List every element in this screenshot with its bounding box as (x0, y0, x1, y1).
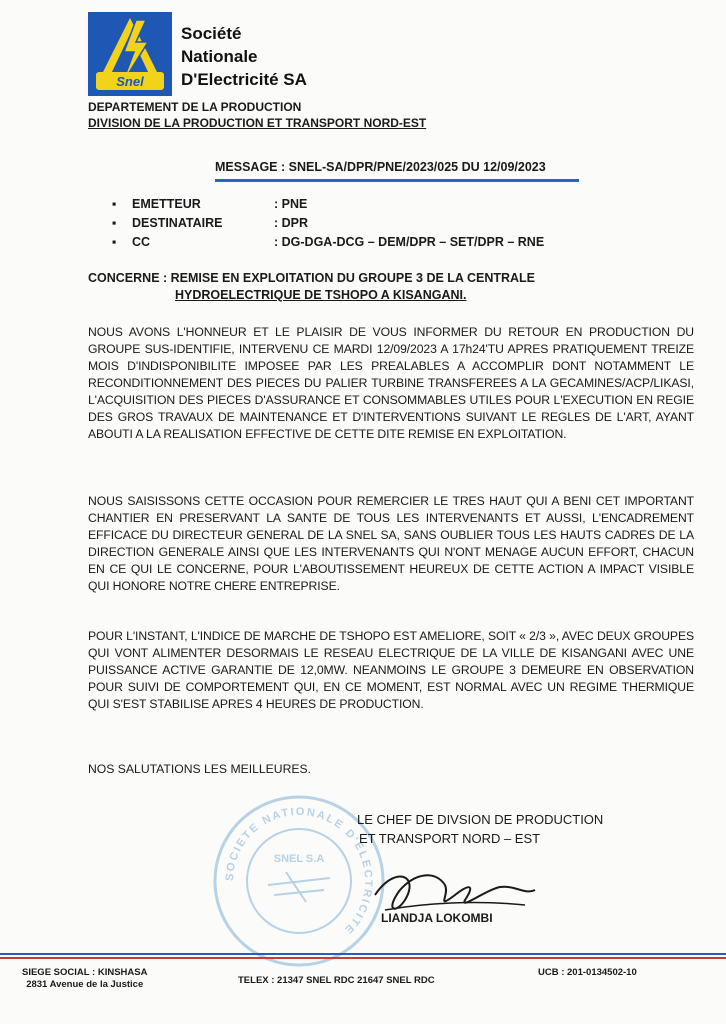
subject: CONCERNE : REMISE EN EXPLOITATION DU GROUPE 3 DE LA CENTRALE HYDROELECTRIQUE DE TSHOPO A KISANGANI. (88, 271, 536, 302)
company-name: Société Nationale D'Electricité SA (181, 24, 307, 89)
department-heading (88, 99, 426, 131)
bullet-icon: ▪ (112, 235, 117, 249)
body-paragraph-3: POUR L'INSTANT, L'INDICE DE MARCHE DE TSHOPO EST AMELIORE, SOIT « 2/3 », AVEC DEUX GROUPES QUI VONT ALIMENTER DESORMAIS LE RESEAU ELECTRIQUE DE LA VILLE DE KISANGANI AVEC UNE PUISSANCE ACTIVE GARANTIE DE 12,0MW. NEANMOINS LE GROUPE 3 DEMEURE EN OBSERVATION POUR SUIVI DE COMPORTEMENT QUI, EN CE MOMENT, EST NORMAL AVEC UN REGIME THERMIQUE QUI S'EST STABILISE APRES 4 HEURES DE PRODUCTION. (88, 629, 694, 711)
message-underline (215, 179, 579, 182)
footer-bank: UCB : 201-0134502-10 (538, 967, 637, 978)
footer-head-office: SIEGE SOCIAL : KINSHASA 2831 Avenue de la Justice (22, 967, 148, 990)
bullet-icon: ▪ (112, 197, 117, 211)
salutation: NOS SALUTATIONS LES MEILLEURES. (88, 762, 312, 776)
routing-row-emetteur: ▪ EMETTEUR : PNE (112, 195, 544, 214)
svg-text:SNEL S.A: SNEL S.A (273, 853, 325, 865)
svg-text:Snel: Snel (116, 74, 144, 89)
footer-telex: TELEX : 21347 SNEL RDC 21647 SNEL RDC (238, 975, 435, 986)
division-name: DIVISION DE LA PRODUCTION ET TRANSPORT NORD-EST (88, 116, 427, 130)
department-name: DEPARTEMENT DE LA PRODUCTION (88, 100, 302, 114)
routing-row-cc: ▪ CC : DG-DGA-DCG – DEM/DPR – SET/DPR – RNE (112, 233, 544, 252)
snel-logo-icon (88, 12, 172, 96)
bullet-icon: ▪ (112, 216, 117, 230)
snel-logo (88, 12, 172, 96)
routing-list (112, 195, 544, 252)
body-paragraph-2: NOUS SAISISSONS CETTE OCCASION POUR REMERCIER LE TRES HAUT QUI A BENI CET IMPORTANT CHANTIER EN PRESERVANT LA SANTE DE TOUS LES INTERVENANTS ET AUSSI, L'ENCADREMENT EFFICACE DU DIRECTEUR GENERAL DE LA SNEL SA, SANS OUBLIER TOUS LES HAUTS CADRES DE LA DIRECTION GENERALE AINSI QUE LES INTERVENANTS QUI N'ONT MENAGE AUCUN EFFORT, CHACUN EN CE QUI LE CONCERNE, POUR L'ABOUTISSEMENT HEUREUX DE CETTE ACTION A IMPACT VISIBLE QUI HONORE NOTRE CHERE ENTREPRISE. (88, 494, 694, 593)
footer-rule-blue (0, 953, 726, 955)
routing-row-destinataire: ▪ DESTINATAIRE : DPR (112, 214, 544, 233)
body-paragraph-1: NOUS AVONS L'HONNEUR ET LE PLAISIR DE VOUS INFORMER DU RETOUR EN PRODUCTION DU GROUPE SUS-IDENTIFIE, INTERVENU CE MARDI 12/09/2023 A 17h24'TU APRES PRATIQUEMENT TREIZE MOIS D'INDISPONIBILITE IMPOSEE PAR LES PREALABLES A ACCOMPLIR DONT NOTAMMENT LE RECONDITIONNEMENT DES PIECES DU PALIER TURBINE TRANSFEREES A LA GECAMINES/ACP/LIKASI, L'ACQUISITION DES PIECES D'ASSURANCE ET CONSOMMABLES UTILES POUR L'EXECUTION EN REGIE DES GROS TRAVAUX DE MAINTENANCE ET D'INTERVENTIONS SUIVANT LE REGLES DE L'ART, AYANT ABOUTI A LA REALISATION EFFECTIVE DE CETTE DITE REMISE EN EXPLOITATION. (88, 325, 694, 441)
footer-rule-red (0, 957, 726, 959)
svg-text:SOCIETE NATIONALE D'ELECTRICIT: SOCIETE NATIONALE D'ELECTRICITE (223, 805, 375, 937)
signatory-title: LE CHEF DE DIVSION DE PRODUCTION ET TRANSPORT NORD – EST (357, 812, 604, 846)
signatory-name: LIANDJA LOKOMBI (381, 911, 493, 925)
message-reference: MESSAGE : SNEL-SA/DPR/PNE/2023/025 DU 12/09/2023 (215, 160, 546, 174)
